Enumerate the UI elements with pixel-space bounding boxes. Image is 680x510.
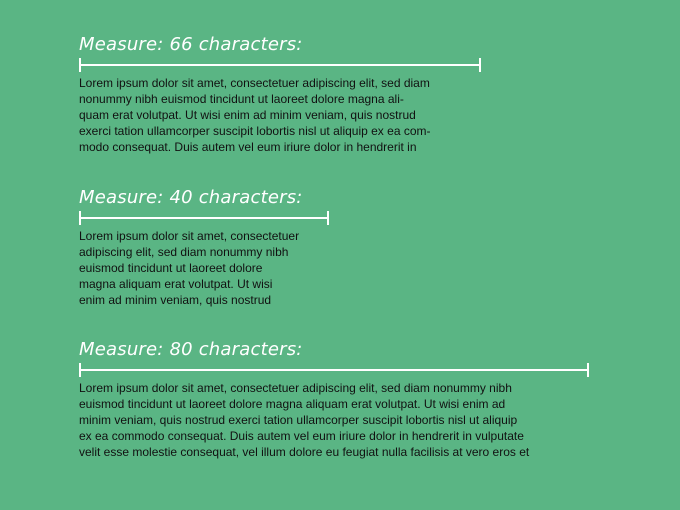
- rule-bar: [79, 64, 481, 66]
- paragraph-line: euismod tincidunt ut laoreet dolore magna aliquam erat volutpat. Ut wisi enim ad: [79, 397, 506, 411]
- paragraph-line: Lorem ipsum dolor sit amet, consectetuer: [79, 229, 300, 243]
- measure-rule: [79, 58, 481, 72]
- measure-rule: [79, 363, 589, 377]
- measure-section-40: [79, 187, 329, 308]
- sample-paragraph: [79, 380, 589, 460]
- measure-rule: [79, 211, 329, 225]
- section-heading: Measure: 80 characters:: [79, 339, 303, 360]
- section-heading: Measure: 40 characters:: [79, 187, 303, 208]
- paragraph-line: velit esse molestie consequat, vel illum dolore eu feugiat nulla facilisis at vero eros et: [79, 445, 530, 459]
- sample-paragraph: [79, 228, 329, 308]
- paragraph-line: magna aliquam erat volutpat. Ut wisi: [79, 277, 273, 291]
- measure-section-80: [79, 339, 589, 460]
- rule-right-cap: [327, 211, 329, 225]
- paragraph-line: ex ea commodo consequat. Duis autem vel eum iriure dolor in hendrerit in vulputate: [79, 429, 524, 443]
- paragraph-line: quam erat volutpat. Ut wisi enim ad minim veniam, quis nostrud: [79, 108, 416, 122]
- measure-section-66: [79, 34, 481, 155]
- rule-right-cap: [479, 58, 481, 72]
- paragraph-line: euismod tincidunt ut laoreet dolore: [79, 261, 263, 275]
- sample-paragraph: [79, 75, 481, 155]
- paragraph-line: Lorem ipsum dolor sit amet, consectetuer adipiscing elit, sed diam nonummy nibh: [79, 381, 512, 395]
- paragraph-line: minim veniam, quis nostrud exerci tation ullamcorper suscipit lobortis nisl ut aliquip: [79, 413, 518, 427]
- paragraph-line: Lorem ipsum dolor sit amet, consectetuer adipiscing elit, sed diam: [79, 76, 430, 90]
- paragraph-line: enim ad minim veniam, quis nostrud: [79, 293, 272, 307]
- paragraph-line: exerci tation ullamcorper suscipit lobortis nisl ut aliquip ex ea com-: [79, 124, 431, 138]
- paragraph-line: nonummy nibh euismod tincidunt ut laoreet dolore magna ali-: [79, 92, 404, 106]
- rule-right-cap: [587, 363, 589, 377]
- paragraph-line: adipiscing elit, sed diam nonummy nibh: [79, 245, 289, 259]
- rule-bar: [79, 369, 589, 371]
- rule-bar: [79, 217, 329, 219]
- section-heading: Measure: 66 characters:: [79, 34, 303, 55]
- paragraph-line: modo consequat. Duis autem vel eum iriure dolor in hendrerit in: [79, 140, 417, 154]
